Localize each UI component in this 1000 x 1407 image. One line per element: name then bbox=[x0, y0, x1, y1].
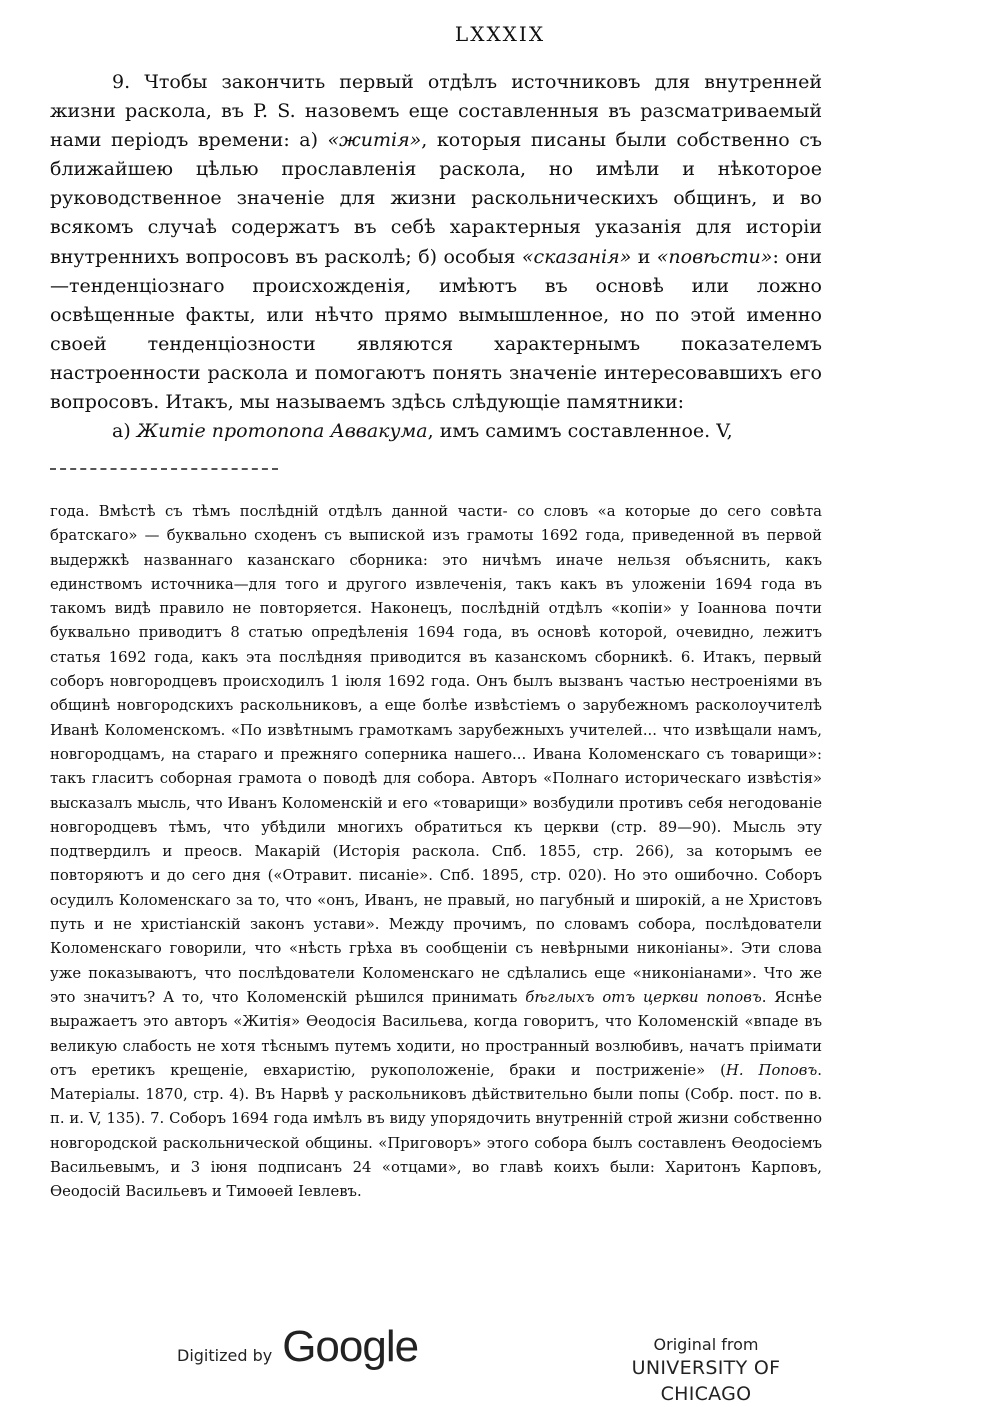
emphasized-text: «сказанія» bbox=[521, 245, 632, 268]
text-run: года. Вмѣстѣ съ тѣмъ послѣдній отдѣлъ данной части- со словъ «а которые до сего совѣта братскаго» — буквально сходенъ съ выпиской изъ грамоты 1692 года, приведенной въ первой выдержкѣ названнаго казанскаго сборника: это ничѣмъ иначе нельзя объяснить, какъ единствомъ источника—для того и другого извлеченія, такъ какъ въ уложеніи 1694 года въ такомъ видѣ правило не повторяется. Наконецъ, послѣдній отдѣлъ «копіи» у Іоаннова почти буквально приводитъ 8 статью опредѣленія 1694 года, въ основѣ которой, очевидно, лежитъ статья 1692 года, какъ эта послѣдняя приводится въ казанскомъ сборникѣ. 6. Итакъ, первый соборъ новгородцевъ происходилъ 1 іюля 1692 года. Онъ былъ вызванъ частью нестроеніями въ общинѣ новгородскихъ раскольниковъ, а еще болѣе извѣстіемъ о зарубежномъ расколоучителѣ Иванѣ Коломенскомъ. «По извѣтнымъ грамоткамъ зарубежныхъ учителей... что извѣщали намъ, новгородцамъ, на стараго и прежняго соперника нашего... Ивана Коломенскаго съ товарищи»: такъ гласитъ соборная грамота о поводѣ для собора. Авторъ «Полнаго историческаго извѣстія» высказалъ мысль, что Иванъ Коломенскій и его «товарищи» возбудили противъ себя негодованіе новгородцевъ тѣмъ, что убѣдили многихъ обратиться къ церкви (стр. 89—90). Мысль эту подтвердилъ и преосв. Макарій (Исторія раскола. Спб. 1855, стр. 266), за которымъ ее повторяютъ и до сего дня («Отравит. писаніе». Спб. 1895, стр. 020). Но это ошибочно. Соборъ осудилъ Коломенскаго за то, что «онъ, Иванъ, не правый, но пагубный и широкій, а не Христовъ путь и не христіанскій законъ устави». Между прочимъ, по словамъ собора, послѣдователи Коломенскаго говорили, что «нѣсть грѣха въ сообщеніи съ невѣрными никоніаны». Эти слова уже показываютъ, что послѣдователи Коломенскаго не сдѣлались еще «никоніанами». Что же это значитъ? А то, что Коломенскій рѣшился принимать bbox=[50, 503, 822, 1006]
text-run: а) bbox=[112, 420, 137, 443]
google-logo: Google bbox=[282, 1322, 419, 1371]
emphasized-text: «житія» bbox=[327, 129, 422, 152]
institution-label: UNIVERSITY OF CHICAGO bbox=[631, 1357, 781, 1405]
main-paragraph bbox=[50, 417, 822, 446]
footnote-paragraph bbox=[50, 500, 822, 1205]
page-number: LXXXIX bbox=[454, 22, 546, 46]
original-from-label: Original from bbox=[653, 1335, 759, 1354]
text-run: 9. Чтобы закончить первый отдѣлъ источниковъ для внутренней жизни раскола, въ P. S. назовемъ еще составленныя въ разсматриваемый нами періодъ времени: а) bbox=[50, 71, 822, 152]
text-run: , которыя писаны были собственно съ ближайшею цѣлью прославленія раскола, но имѣли и нѣкоторое руководственное значеніе для жизни раскольническихъ общинъ, и во всякомъ случаѣ содержатъ въ себѣ характерныя указанія для исторіи внутреннихъ вопросовъ въ расколѣ; б) особыя bbox=[50, 129, 823, 268]
text-run: . Яснѣе выражаетъ это авторъ «Житія» Ѳеодосія Васильева, когда говоритъ, что Коломенскій «впаде въ великую слабость не хотя тѣснымъ путемъ ходити, но пространный возлюбивъ, начатъ пріимати отъ еретикъ крещеніе, евхаристію, рукоположеніе, браки и постриженіе» ( bbox=[50, 988, 823, 1079]
emphasized-text: Н. Поповъ bbox=[725, 1061, 818, 1079]
text-run: , имъ самимъ составленное. V, bbox=[427, 420, 733, 443]
footnote bbox=[50, 500, 822, 1205]
text-run: : они—тенденціознаго происхожденія, имѣютъ въ основѣ или ложно освѣщенные факты, или нѣчто прямо вымышленное, но по этой именно своей тенденціозности являются характернымъ показателемъ настроенности раскола и помогаютъ понять значеніе интересовавшихъ его вопросовъ. Итакъ, мы называемъ здѣсь слѣдующіе памятники: bbox=[50, 245, 822, 414]
digitized-by-watermark bbox=[177, 1322, 418, 1382]
main-paragraph bbox=[50, 68, 822, 417]
emphasized-text: Житіе протопопа Аввакума bbox=[136, 420, 428, 443]
footnote-separator bbox=[50, 468, 278, 470]
text-run: и bbox=[631, 245, 657, 268]
main-text bbox=[50, 68, 822, 446]
emphasized-text: бѣглыхъ отъ церкви поповъ bbox=[525, 988, 762, 1006]
digitized-by-label: Digitized by bbox=[177, 1346, 273, 1365]
original-from-watermark bbox=[586, 1335, 826, 1407]
emphasized-text: «повѣсти» bbox=[656, 245, 773, 268]
text-run: . Матеріалы. 1870, стр. 4). Въ Нарвѣ у раскольниковъ дѣйствительно были попы (Собр. пост. по в. п. и. V, 135). 7. Соборъ 1694 года имѣлъ въ виду упорядочить внутренній строй жизни собственно новгородской раскольнической общины. «Приговоръ» этого собора былъ составленъ Ѳеодосіемъ Васильевымъ, и 3 іюня подписанъ 24 «отцами», во главѣ коихъ были: Харитонъ Карповъ, Ѳеодосій Васильевъ и Тимоѳей Іевлевъ. bbox=[50, 1061, 822, 1201]
